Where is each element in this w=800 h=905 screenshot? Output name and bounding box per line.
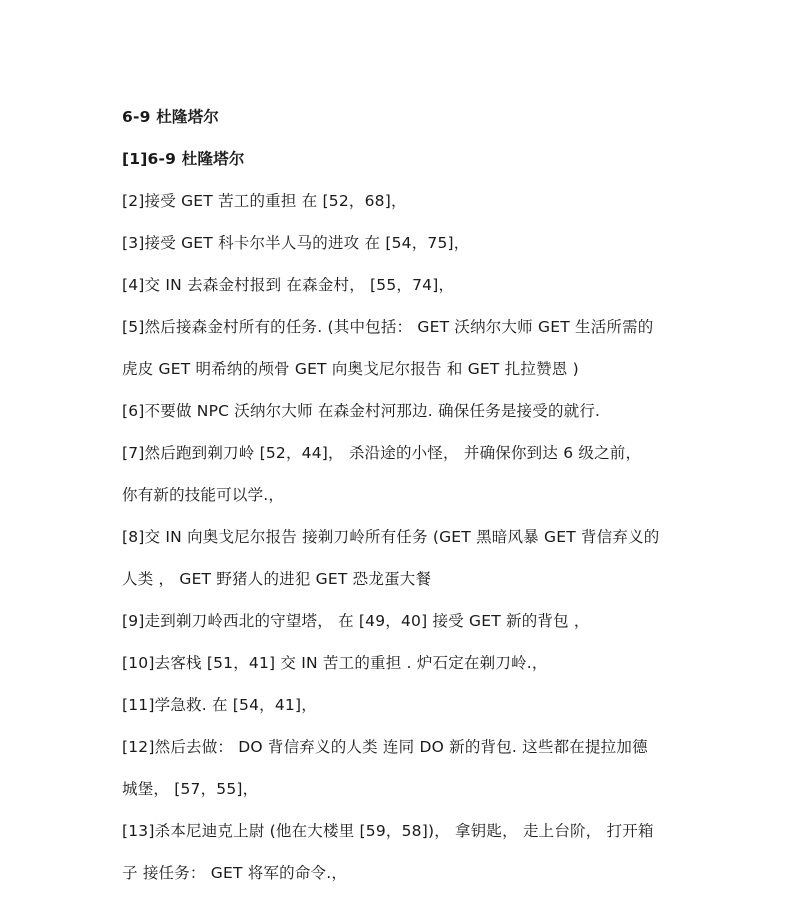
step-line-5-continued: 虎皮 GET 明希纳的颅骨 GET 向奥戈尼尔报告 和 GET 扎拉赞恩 ) [122, 360, 579, 378]
step-line-12-continued: 城堡， [57，55]， [122, 780, 259, 798]
step-line-13: [13]杀本尼迪克上尉 (他在大楼里 [59，58])， 拿钥匙， 走上台阶， 打开箱 [122, 822, 654, 840]
step-line-9: [9]走到剃刀岭西北的守望塔， 在 [49，40] 接受 GET 新的背包 ， [122, 612, 590, 630]
step-line-6: [6]不要做 NPC 沃纳尔大师 在森金村河那边. 确保任务是接受的就行. [122, 402, 601, 420]
step-line-7: [7]然后跑到剃刀岭 [52，44]， 杀沿途的小怪， 并确保你到达 6 级之前， [122, 444, 642, 462]
document-title: 6-9 杜隆塔尔 [122, 108, 219, 126]
step-line-5: [5]然后接森金村所有的任务. (其中包括： GET 沃纳尔大师 GET 生活所需的 [122, 318, 654, 336]
step-line-7-continued: 你有新的技能可以学.， [122, 486, 285, 504]
step-line-11: [11]学急救. 在 [54，41]， [122, 696, 317, 714]
step-line-8-continued: 人类 ， GET 野猪人的进犯 GET 恐龙蛋大餐 [122, 570, 432, 588]
step-line-13-continued: 子 接任务： GET 将军的命令.， [122, 864, 348, 882]
step-line-1: [1]6-9 杜隆塔尔 [122, 150, 245, 168]
step-line-10: [10]去客栈 [51，41] 交 IN 苦工的重担 . 炉石定在剃刀岭.， [122, 654, 548, 672]
step-line-12: [12]然后去做： DO 背信弃义的人类 连同 DO 新的背包. 这些都在提拉加德 [122, 738, 648, 756]
step-line-4: [4]交 IN 去森金村报到 在森金村， [55，74]， [122, 276, 455, 294]
step-line-3: [3]接受 GET 科卡尔半人马的进攻 在 [54，75]， [122, 234, 470, 252]
step-line-2: [2]接受 GET 苦工的重担 在 [52，68]， [122, 192, 407, 210]
step-line-8: [8]交 IN 向奥戈尼尔报告 接剃刀岭所有任务 (GET 黑暗风暴 GET 背信弃义的 [122, 528, 660, 546]
